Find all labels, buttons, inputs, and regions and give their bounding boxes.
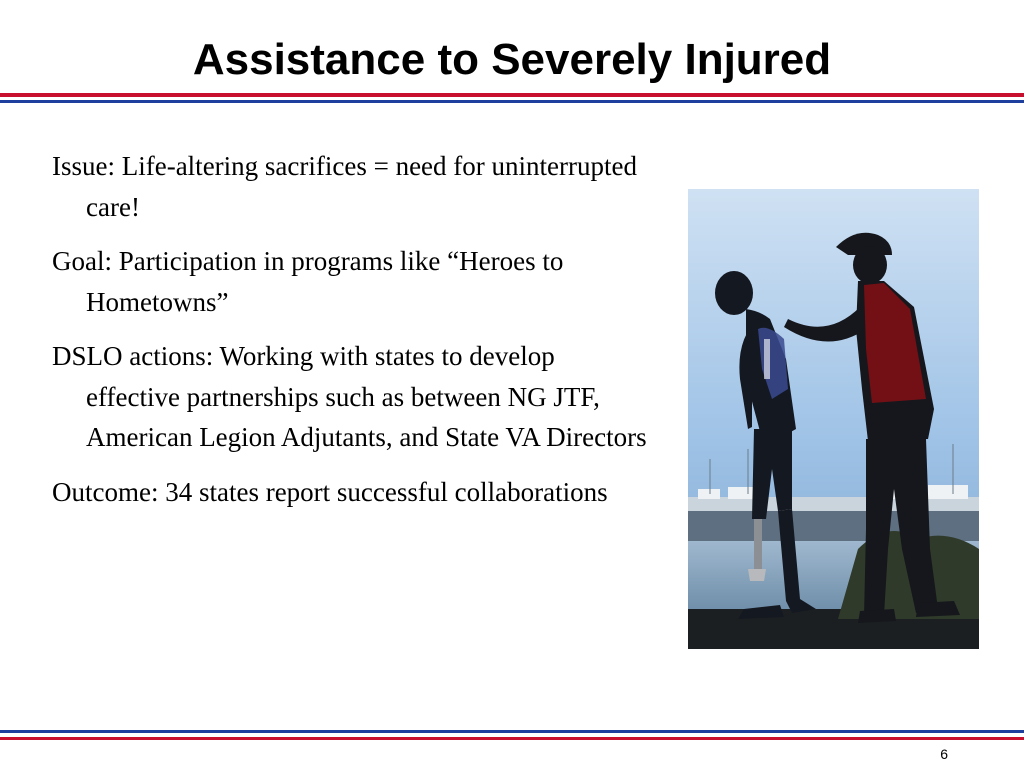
photo-injured-veteran-walking [688, 189, 979, 649]
title-divider-blue [0, 100, 1024, 103]
slide-title: Assistance to Severely Injured [192, 35, 832, 84]
bullet-issue: Issue: Life-altering sacrifices = need for uninterrupted care! [52, 151, 637, 222]
footer-divider-red [0, 737, 1024, 740]
footer-divider-blue [0, 730, 1024, 733]
bullet-goal: Goal: Participation in programs like “Heroes to Hometowns” [52, 246, 564, 317]
page-number: 6 [940, 746, 948, 762]
title-divider-red [0, 93, 1024, 97]
bullet-dslo-actions: DSLO actions: Working with states to develop effective partnerships such as between NG JTF, American Legion Adjutants, and State VA Directors [52, 341, 647, 452]
bullet-list [52, 146, 652, 526]
bullet-outcome: Outcome: 34 states report successful collaborations [52, 476, 608, 507]
